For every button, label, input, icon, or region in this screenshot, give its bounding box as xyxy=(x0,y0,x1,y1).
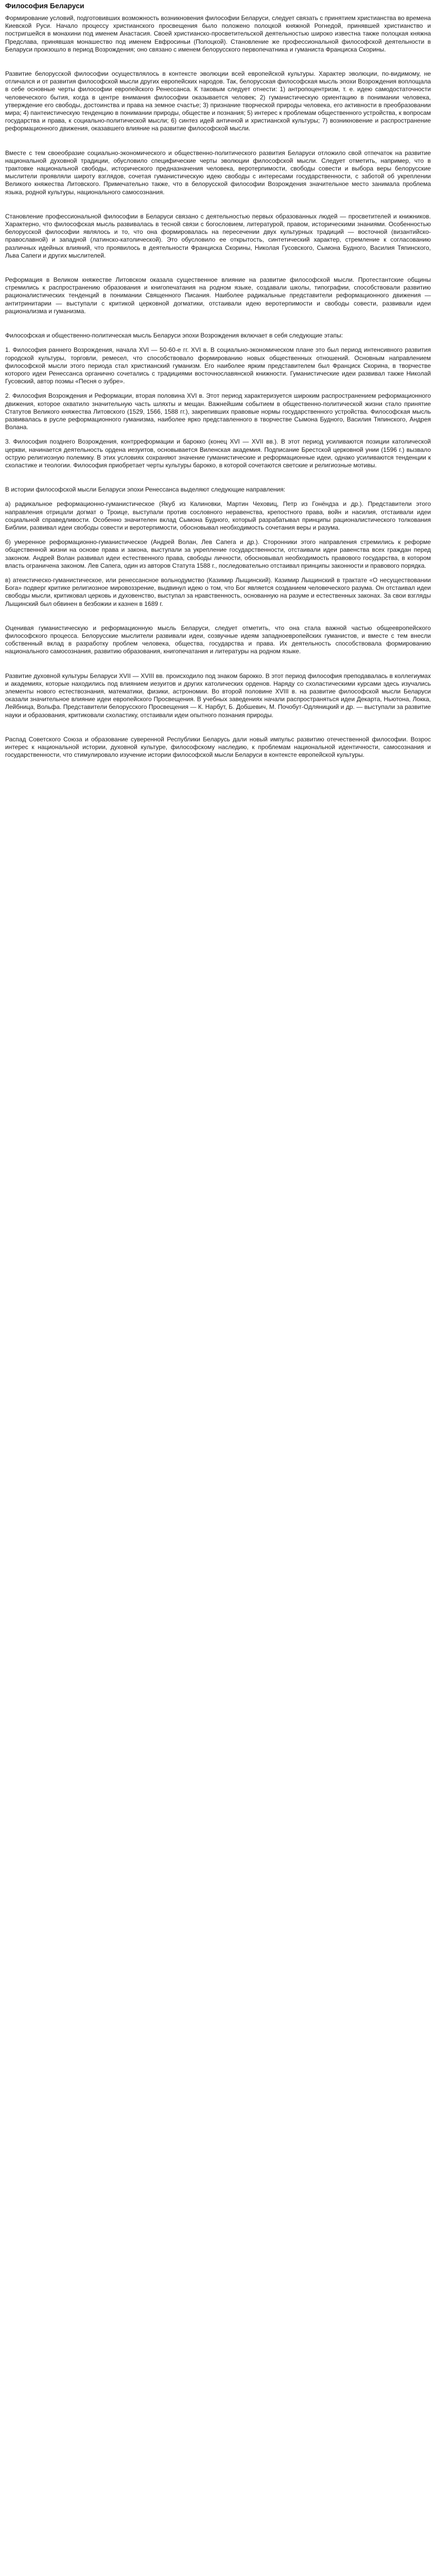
paragraph-professional-philosophy: Становление профессиональной философии в Беларуси связано с деятельностью первых образованных людей — просветителей и книжников. Характерно, что философская мысль развивалась в тесной связи с богословием, литературой, правом, историческими знаниями. Особенностью белорусской философии являлось и то, что она формировалась на пересечении двух культурных традиций — восточной (византийско-православной) и западной (латинско-католической). Это обусловило ее открытость, синтетический характер, стремление к согласованию различных идейных влияний, что проявилось в деятельности Франциска Скорины, Николая Гусовского, Сымона Будного, Василия Тяпинского, Льва Сапеги и других мыслителей. xyxy=(5,212,431,259)
paragraph-direction-b: б) умеренное реформационно-гуманистическое (Андрей Волан, Лев Сапега и др.). Сторонники этого направления стремились к реформе общественной жизни на основе права и закона, выступали за укрепление государственности, отстаивали идеи равенства всех граждан перед законом. Андрей Волан развивал идеи естественного права, свободы личности, обосновывал необходимость правового государства, в котором власть ограничена законом. Лев Сапега, один из авторов Статута 1588 г., последовательно отстаивал принципы законности и правового порядка. xyxy=(5,538,431,569)
paragraph-stage-3: 3. Философия позднего Возрождения, контрреформации и барокко (конец XVI — XVII вв.). В этот период усиливаются позиции католической церкви, начинается деятельность ордена иезуитов, основывается Виленская академия. Подписание Брестской церковной унии (1596 г.) вызвало острую религиозную полемику. В этих условиях сохраняют значение гуманистические и реформационные идеи, однако усиливаются тенденции к схоластике и теологии. Философия приобретает черты культуры барокко, в которой сочетаются светские и религиозные мотивы. xyxy=(5,438,431,469)
paragraph-modern-period: Распад Советского Союза и образование суверенной Республики Беларусь дали новый импульс развитию отечественной философии. Возрос интерес к национальной истории, духовной культуре, философскому наследию, к проблемам национальной идентичности, самосознания и государственности, что стимулировало изучение истории философской мысли Беларуси в контексте европейской культуры. xyxy=(5,735,431,759)
paragraph-direction-c: в) атеистическо-гуманистическое, или ренессансное вольнодумство (Казимир Лыщинский). Казимир Лыщинский в трактате «О несуществовании Бога» подверг критике религиозное мировоззрение, выдвинул идею о том, что Бог является созданием человеческого разума. Он отстаивал идеи свободы мысли, критиковал церковь и духовенство, выступал за нравственность, основанную на разуме и естественных законах. За свои взгляды Лыщинский был обвинен в безбожии и казнен в 1689 г. xyxy=(5,576,431,607)
paragraph-stages-intro: Философская и общественно-политическая мысль Беларуси эпохи Возрождения включает в себя следующие этапы: xyxy=(5,332,343,340)
paragraph-directions-intro: В истории философской мысли Беларуси эпохи Ренессанса выделяют следующие направления: xyxy=(5,486,286,494)
paragraph-intro: Формирование условий, подготовивших возможность возникновения философии Беларуси, следует связать с принятием христианства во времена Киевской Руси. Начало процессу христианского просвещения было положено полоцкой княжной Рогнедой, принявшей христианство и постригшейся в монахини под именем Анастасия. Своей христианско-просветительской деятельностью широко известна также полоцкая княжна Предслава, принявшая монашество под именем Евфросиньи (Полоцкой). Становление же профессиональной философской деятельности в Беларуси произошло в период Возрождения; оно связано с именем белорусского первопечатника и гуманиста Франциска Скорины. xyxy=(5,14,431,53)
paragraph-reformation: Реформация в Великом княжестве Литовском оказала существенное влияние на развитие философской мысли. Протестантские общины стремились к распространению образования и книгопечатания на родном языке, создавали школы, типографии, способствовали развитию рационалистических тенденций в понимании Священного Писания. Наиболее радикальные представители реформационного движения — антитринитарии — выступали с критикой церковной догматики, отстаивали идею веротерпимости и свободы совести, развивали идеи рационализма и гуманизма. xyxy=(5,276,431,315)
paragraph-specific-features: Вместе с тем своеобразие социально-экономического и общественно-политического развития Беларуси отложило свой отпечаток на развитие национальной духовной традиции, обусловило специфические черты эволюции философской мысли. Следует отметить, например, что в трактовке национальной свободы, исторического предназначения человека, веротерпимости, свободы совести и выбора веры белорусские мыслители проявляли широту взглядов, сочетая гуманистическую идею свободы с интересами государственности, с заботой об укреплении Великого княжества Литовского. Примечательно также, что в белорусской философии Возрождения значительное место занимала проблема языка, родной культуры, национального самосознания. xyxy=(5,149,431,196)
paragraph-baroque-enlightenment: Развитие духовной культуры Беларуси XVII — XVIII вв. происходило под знаком барокко. В этот период философия преподавалась в коллегиумах и академиях, которые находились под влиянием иезуитов и других католических орденов. Наряду со схоластическими курсами здесь изучались элементы нового естествознания, математики, физики, астрономии. Во второй половине XVIII в. на развитие философской мысли Беларуси оказали значительное влияние идеи европейского Просвещения. В учебных заведениях начали распространяться идеи Декарта, Ньютона, Локка, Лейбница, Вольфа. Представители белорусского Просвещения — К. Нарбут, Б. Добшевич, М. Почобут-Одляницкий и др. — выступали за развитие науки и образования, критиковали схоластику, отстаивали идеи опытного познания природы. xyxy=(5,672,431,719)
paragraph-direction-a: а) радикальное реформационно-гуманистическое (Якуб из Калиновки, Мартин Чеховиц, Петр из Гонёндза и др.). Представители этого направления отрицали догмат о Троице, выступали против сословного неравенства, крепостного права, войн и насилия, отстаивали идеи социальной справедливости. Особенно значителен вклад Сымона Будного, который разрабатывал принципы рационалистического толкования Библии, развивал идеи свободы совести и веротерпимости, обосновывал необходимость сочетания веры и разума. xyxy=(5,500,431,531)
paragraph-stage-1: 1. Философия раннего Возрождения, начала XVI — 50-60-е гг. XVI в. В социально-экономическом плане это был период интенсивного развития городской культуры, торговли, ремесел, что способствовало формированию новых общественных отношений. Основным направлением философской мысли этого периода стал христианский гуманизм. Его наиболее ярким представителем был Франциск Скорина, в творчестве которого идеи Ренессанса органично сочетались с традициями восточнославянской книжности. Гуманистические идеи развивал также Николай Гусовский, автор поэмы «Песня о зубре». xyxy=(5,346,431,385)
paragraph-stage-2: 2. Философия Возрождения и Реформации, вторая половина XVI в. Этот период характеризуется широким распространением реформационного движения, которое охватило значительную часть шляхты и мещан. Важнейшим событием в общественно-политической жизни стало принятие Статутов Великого княжества Литовского (1529, 1566, 1588 гг.), закрепивших правовые нормы государственного устройства. Философская мысль развивалась в русле реформационного гуманизма, наиболее ярко представленного в творчестве Сымона Будного, Василия Тяпинского, Андрея Волана. xyxy=(5,392,431,431)
article-body xyxy=(5,14,431,759)
paragraph-european-context: Развитие белорусской философии осуществлялось в контексте эволюции всей европейской культуры. Характер эволюции, по-видимому, не отличался и от развития философской мысли других европейских народов. Так, белорусская философская мысль эпохи Возрождения воплощала в себе основные черты философии европейского Ренессанса. К таковым следует отнести: 1) антропоцентризм, т. е. идею самодостаточности человеческого бытия, когда в центре внимания философии оказывается человек; 2) гуманистическую ориентацию в понимании человека, утверждение его свободы, достоинства и права на земное счастье; 3) признание творческой природы человека, его активности в преобразовании мира; 4) пантеистическую тенденцию в понимании природы, обществе и познания; 5) интерес к проблемам общественного устройства, к вопросам государства и права, к социально-политической мысли; 6) синтез идей античной и христианской культуры; 7) возникновение и распространение реформационного движения, оказавшего влияние на развитие философской мысли. xyxy=(5,70,431,132)
paragraph-evaluation: Оценивая гуманистическую и реформационную мысль Беларуси, следует отметить, что она стала важной частью общеевропейского философского процесса. Белорусские мыслители развивали идеи, созвучные идеям западноевропейских гуманистов, и вместе с тем внесли собственный вклад в разработку проблем человека, общества, государства и права. Их деятельность способствовала формированию национального самосознания, развитию образования, книгопечатания и литературы на родном языке. xyxy=(5,624,431,655)
article-title: Философия Беларуси xyxy=(5,2,84,10)
